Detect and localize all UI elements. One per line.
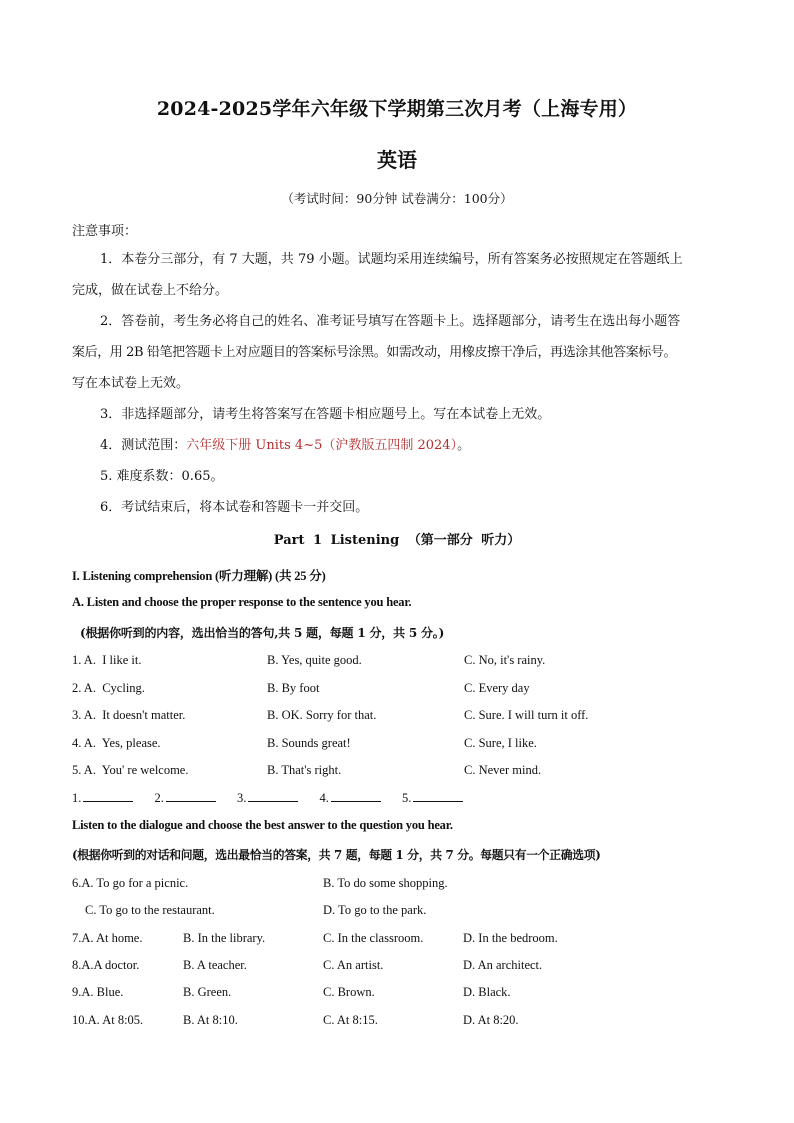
answer-blank-2[interactable]: 2. xyxy=(155,791,216,805)
exam-info: （考试时间：90分钟 试卷满分：100分） xyxy=(281,191,513,206)
option-b: B. That's right. xyxy=(267,763,342,777)
answer-blank-1[interactable]: 1. xyxy=(72,791,133,805)
option-d: D. In the bedroom. xyxy=(463,931,558,945)
option-a: 4. A. Yes, please. xyxy=(72,736,161,750)
question-row xyxy=(72,985,732,1005)
option-c: C. Brown. xyxy=(323,985,375,999)
option-b: B. To do some shopping. xyxy=(323,876,448,890)
option-b: B. At 8:10. xyxy=(183,1013,238,1027)
option-b: B. OK. Sorry for that. xyxy=(267,708,377,722)
question-row xyxy=(72,653,732,673)
answer-blank-4[interactable]: 4. xyxy=(320,791,381,805)
notice-item-4-prefix: 4．测试范围： xyxy=(100,438,187,453)
option-c: C. In the classroom. xyxy=(323,931,424,945)
option-c: C. Every day xyxy=(464,681,530,695)
answer-blanks xyxy=(72,789,481,806)
notice-item-4 xyxy=(72,430,724,461)
option-c: C. An artist. xyxy=(323,958,384,972)
test-range: 六年级下册 Units 4~5（沪教版五四制 2024） xyxy=(186,438,458,453)
option-b: B. Yes, quite good. xyxy=(267,653,362,667)
question-row xyxy=(72,708,732,728)
section-a-heading: A. Listen and choose the proper response to the sentence you hear. xyxy=(72,595,412,609)
question-row xyxy=(72,931,732,951)
option-b: B. In the library. xyxy=(183,931,266,945)
option-c: C. At 8:15. xyxy=(323,1013,378,1027)
option-a: 1. A. I like it. xyxy=(72,653,142,667)
option-c: C. Sure, I like. xyxy=(464,736,537,750)
notice-item-2-line-2: 案后，用 2B 铅笔把答题卡上对应题目的答案标号涂黑。如需改动，用橡皮擦干净后，再选涂其他答案标号。 xyxy=(72,345,677,360)
notice-item-2-line-3: 写在本试卷上无效。 xyxy=(72,376,190,391)
option-d: D. An architect. xyxy=(463,958,543,972)
notice-item-1-line-1: 1．本卷分三部分，有 7 大题，共 79 小题。试题均采用连续编号，所有答案务必按照规定在答题纸上 xyxy=(100,252,683,267)
option-a: 3. A. It doesn't matter. xyxy=(72,708,186,722)
option-a: 10.A. At 8:05. xyxy=(72,1013,144,1027)
notice-list xyxy=(72,244,724,523)
option-a: 7.A. At home. xyxy=(72,931,143,945)
page-title: 2024-2025学年六年级下学期第三次月考（上海专用） xyxy=(156,98,638,120)
option-d: D. To go to the park. xyxy=(323,903,427,917)
section-b-heading: Listen to the dialogue and choose the best answer to the question you hear. xyxy=(72,818,453,832)
question-row xyxy=(72,1013,732,1033)
answer-blank-3[interactable]: 3. xyxy=(237,791,298,805)
subject-title: 英语 xyxy=(377,148,417,172)
answer-blank-5[interactable]: 5. xyxy=(402,791,463,805)
question-row xyxy=(72,876,732,896)
option-a: 9.A. Blue. xyxy=(72,985,124,999)
notice-item-6: 6．考试结束后，将本试卷和答题卡一并交回。 xyxy=(100,500,369,515)
notice-item-4-suffix: 。 xyxy=(457,438,471,453)
notice-item-3: 3．非选择题部分，请考生将答案写在答题卡相应题号上。写在本试卷上无效。 xyxy=(100,407,551,422)
option-a: 2. A. Cycling. xyxy=(72,681,145,695)
option-c: C. No, it's rainy. xyxy=(464,653,546,667)
part-1-title: Part 1 Listening （第一部分 听力） xyxy=(273,533,521,548)
option-c: C. To go to the restaurant. xyxy=(85,903,215,917)
notice-item-5: 5. 难度系数：0.65。 xyxy=(100,469,224,484)
option-b: B. Green. xyxy=(183,985,232,999)
question-row xyxy=(72,681,732,701)
option-c: C. Never mind. xyxy=(464,763,542,777)
option-b: B. Sounds great! xyxy=(267,736,351,750)
section-b-instruction: (根据你听到的对话和问题，选出最恰当的答案，共 7 题，每题 1 分，共 7 分。每题只有一个正确选项) xyxy=(72,848,601,862)
section-a-instruction: (根据你听到的内容，选出恰当的答句,共 5 题，每题 1 分，共 5 分。) xyxy=(80,626,445,640)
section-1-heading: I. Listening comprehension (听力理解) (共 25 分) xyxy=(72,569,326,583)
option-c: C. Sure. I will turn it off. xyxy=(464,708,589,722)
question-row xyxy=(72,903,732,923)
option-a: 8.A.A doctor. xyxy=(72,958,140,972)
notice-item-1-line-2: 完成，做在试卷上不给分。 xyxy=(72,283,229,298)
option-d: D. At 8:20. xyxy=(463,1013,519,1027)
option-a: 5. A. You' re welcome. xyxy=(72,763,189,777)
question-row xyxy=(72,736,732,756)
option-a: 6.A. To go for a picnic. xyxy=(72,876,189,890)
option-b: B. By foot xyxy=(267,681,320,695)
notice-heading: 注意事项： xyxy=(72,224,138,239)
option-b: B. A teacher. xyxy=(183,958,247,972)
option-d: D. Black. xyxy=(463,985,511,999)
notice-item-2-line-1: 2．答卷前，考生务必将自己的姓名、准考证号填写在答题卡上。选择题部分，请考生在选出每小题答 xyxy=(100,314,681,329)
question-row xyxy=(72,958,732,978)
question-row xyxy=(72,763,732,783)
